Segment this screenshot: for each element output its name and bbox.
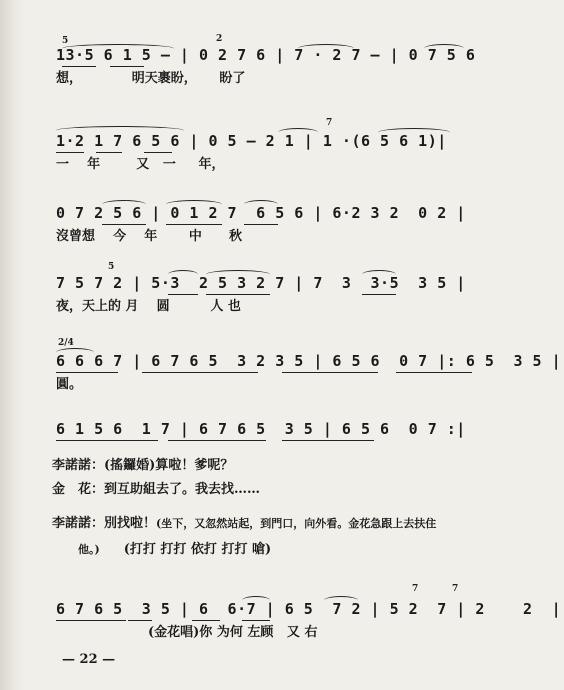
beam-line [56, 620, 126, 621]
dialogue-line [52, 480, 472, 500]
slur [278, 128, 318, 137]
grace-note: 7 [412, 584, 419, 594]
notation-line: 13·5 6 1 5 — | 0 2 7 6 | 7 · 2 7 — | 0 7 5 6 [56, 46, 476, 64]
notation-line: 7 5 7 2 | 5·3 2 5 3 2 7 | 7 3 3·5 3 5 | [56, 274, 466, 292]
beam-line [282, 440, 374, 441]
slur [298, 44, 354, 53]
slur [324, 596, 358, 605]
slur [242, 596, 270, 605]
slur [56, 348, 94, 357]
beam-line [62, 66, 96, 67]
grace-note: 5 [62, 36, 69, 46]
lyrics-line: 沒曾想 今 年 中 秋 [56, 229, 243, 244]
notation-line: 6 6 6 7 | 6 7 6 5 3 2 3 5 | 6 5 6 0 7 |: 6 5 3 5 | [56, 352, 562, 370]
notation-line: 0 7 2 5 6 | 0 1 2 7 6 5 6 | 6·2 3 2 0 2 | [56, 204, 466, 222]
slur [362, 270, 396, 279]
beam-line [206, 294, 270, 295]
beam-line [56, 372, 118, 373]
notation-line: 1·2 1 7 6 5 6 | 0 5 — 2 1 | 1 ·(6 5 6 1)| [56, 132, 447, 150]
beam-line [144, 152, 172, 153]
notation-line: 6 7 6 5 3 5 | 6 6·7 | 6 5 7 2 | 5 2 7 | 2 2 | [56, 600, 562, 618]
beam-line [282, 372, 378, 373]
time-signature: 2/4 [58, 338, 74, 348]
stage-direction: (坐下，又忽然站起，到門口，向外看。金花急跟上去扶住 [156, 517, 437, 530]
speaker-name: 李諾諾： [52, 516, 105, 531]
grace-note: 2 [216, 34, 223, 44]
page-number: — 22 — [62, 652, 116, 667]
page-gutter [0, 0, 26, 690]
beam-line [168, 294, 198, 295]
slur [62, 44, 174, 53]
beam-line [56, 440, 158, 441]
grace-note: 7 [452, 584, 459, 594]
beam-line [96, 152, 122, 153]
beam-line [142, 372, 258, 373]
beam-line [56, 152, 84, 153]
slur [168, 270, 198, 279]
notation-line: 6 1 5 6 1 7 | 6 7 6 5 3 5 | 6 5 6 0 7 :| [56, 420, 466, 438]
slur [166, 200, 222, 209]
beam-line [396, 372, 472, 373]
lyrics-line: 想， 明天裹盼， 盼了 [56, 71, 246, 86]
beam-line [192, 620, 220, 621]
beam-line [168, 440, 266, 441]
slur [102, 200, 146, 209]
dialogue-line [78, 540, 498, 560]
beam-line [244, 224, 278, 225]
beam-line [362, 294, 396, 295]
dialogue-text: 別找啦！ [104, 516, 157, 531]
slur [206, 270, 270, 279]
slur [56, 126, 184, 135]
stage-direction: 他。) [78, 543, 100, 556]
percussion-cue: (打打 打打 依打 打打 嗆) [123, 542, 272, 557]
beam-line [242, 620, 270, 621]
slur [378, 128, 450, 137]
beam-line [102, 224, 146, 225]
beam-line [128, 620, 152, 621]
dialogue-line [52, 514, 472, 534]
dialogue-text: 到互助組去了。我去找…… [104, 482, 261, 497]
lyrics-line: 圓。 [56, 377, 83, 392]
speaker-name: 李諾諾： [52, 458, 105, 473]
slur [244, 200, 278, 209]
grace-note: 5 [108, 262, 115, 272]
grace-note: 7 [326, 118, 333, 128]
slur [424, 44, 464, 53]
beam-line [110, 66, 144, 67]
dialogue-text: (搖鑼婚)算啦！爹呢？ [104, 458, 234, 473]
beam-line [166, 224, 222, 225]
lyrics-line: 夜，天上的 月 圆 人 也 [56, 299, 241, 314]
dialogue-line [52, 456, 472, 476]
lyrics-line: (金花唱)你 为何 左顾 又 右 [148, 625, 318, 640]
speaker-name: 金 花： [52, 482, 105, 497]
lyrics-line: 一 年 又 一 年， [56, 157, 225, 172]
